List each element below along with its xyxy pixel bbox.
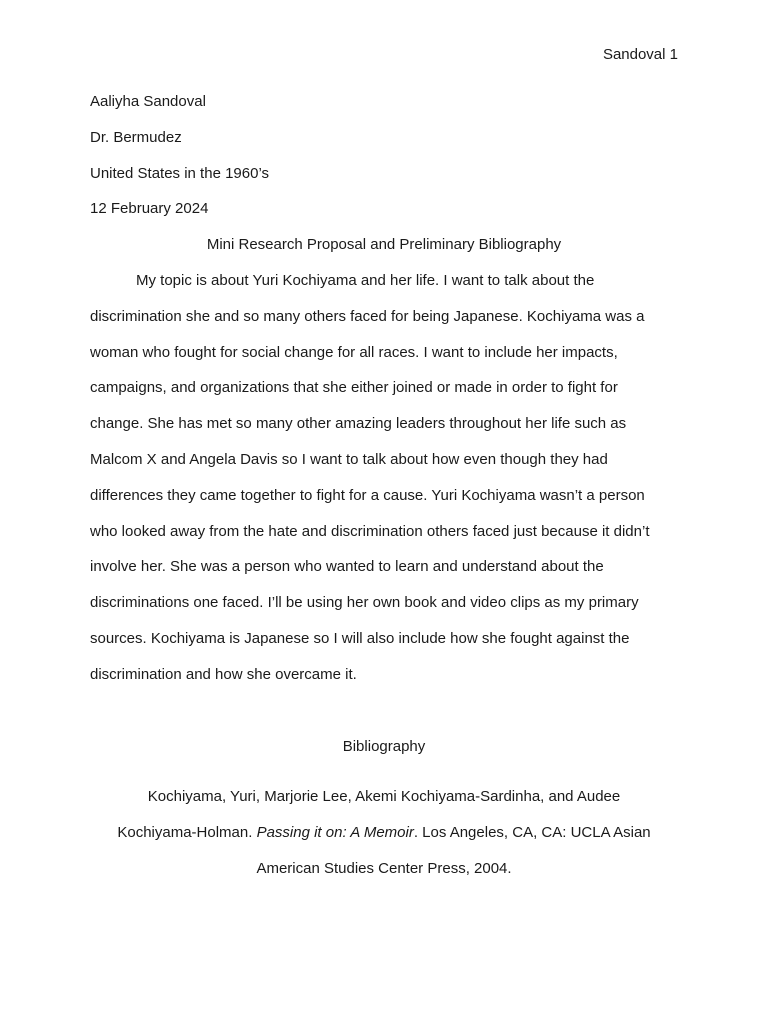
essay-line: change. She has met so many other amazing leaders throughout her life such as [90,415,627,433]
essay-line: discrimination and how she overcame it. [90,665,357,683]
running-head: Sandoval 1 [602,46,678,63]
bibliography-entry-line: American Studies Center Press, 2004. [256,859,512,877]
instructor-name: Dr. Bermudez [90,128,182,146]
bibliography-publisher: . Los Angeles, CA, CA: UCLA Asian [413,824,651,842]
essay-line: who looked away from the hate and discrimination others faced just because it didn’t [90,522,650,540]
paper-title: Mini Research Proposal and Preliminary Bibliography [206,236,562,254]
essay-line: sources. Kochiyama is Japanese so I will also include how she fought against the [90,629,630,647]
essay-line: discriminations one faced. I’ll be using her own book and video clips as my primary [90,594,639,612]
essay-line: campaigns, and organizations that she either joined or made in order to fight for [90,379,618,397]
essay-line: differences they came together to fight for a cause. Yuri Kochiyama wasn’t a person [90,486,645,504]
essay-line: Malcom X and Angela Davis so I want to talk about how even though they had [90,450,608,468]
document-body [90,84,678,887]
essay-line: involve her. She was a person who wanted to learn and understand about the [90,558,604,576]
bibliography-title: Bibliography [342,737,426,755]
book-title: Passing it on: A Memoir [256,824,414,842]
bibliography-entry [90,779,678,886]
essay-line: discrimination she and so many others faced for being Japanese. Kochiyama was a [90,307,645,325]
essay-line: woman who fought for social change for all races. I want to include her impacts, [90,343,618,361]
student-name: Aaliyha Sandoval [90,93,206,110]
essay-line: My topic is about Yuri Kochiyama and her life. I want to talk about the [136,271,595,289]
date-line: 12 February 2024 [90,200,209,218]
bibliography-entry-line: Kochiyama, Yuri, Marjorie Lee, Akemi Kochiyama-Sardinha, and Audee [147,788,621,806]
essay-paragraph [90,263,678,693]
course-name: United States in the 1960’s [90,164,270,182]
bibliography-authors-end: Kochiyama-Holman. [117,824,257,842]
bibliography-entry-line [90,815,678,851]
